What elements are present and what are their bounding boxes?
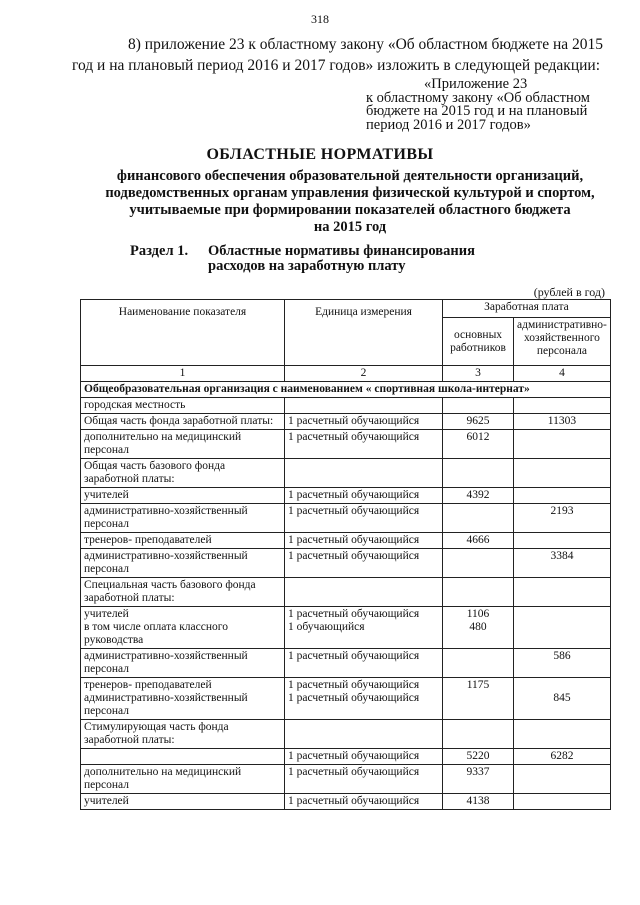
row-unit (288, 579, 439, 592)
row-admin-staff-cell (514, 607, 611, 649)
row-name (84, 750, 281, 763)
row-main-staff: 4138 (466, 795, 490, 807)
intro-line-2: год и на плановый период 2016 и 2017 годов» изложить в следующей редакции: (72, 57, 601, 74)
row-admin-staff (517, 721, 607, 734)
row-admin-staff-cell (514, 398, 611, 414)
row-admin-staff (517, 579, 607, 592)
row-unit-cell (285, 459, 443, 488)
row-admin-staff-cell (514, 549, 611, 578)
row-main-staff: 480 (469, 621, 487, 633)
row-unit (288, 721, 439, 734)
subtitle-line: подведомственных органам управления физической культурой и спортом, (105, 185, 595, 201)
table-row (81, 794, 611, 810)
row-main-staff: 4392 (466, 489, 490, 501)
row-admin-staff-cell (514, 430, 611, 459)
table-row (81, 549, 611, 578)
row-unit: 1 расчетный обучающийся (288, 505, 420, 517)
header-admin-staff: административно-хозяйственного персонала (514, 318, 611, 366)
section-number: Раздел 1. (130, 243, 189, 259)
row-admin-staff: 3384 (550, 550, 574, 562)
row-main-staff-cell (443, 533, 514, 549)
row-main-staff: 9337 (466, 766, 490, 778)
document-subtitle (60, 168, 640, 236)
row-main-staff (446, 692, 510, 705)
subtitle-line: финансового обеспечения образовательной деятельности организаций, (116, 168, 584, 184)
row-main-staff-cell (443, 649, 514, 678)
row-admin-staff: 6282 (550, 750, 574, 762)
table-row (81, 533, 611, 549)
row-unit: 1 расчетный обучающийся (288, 795, 420, 807)
row-main-staff (446, 550, 510, 563)
row-main-staff-cell (443, 578, 514, 607)
row-name: Стимулирующая часть фонда заработной платы: (84, 721, 229, 746)
row-unit: 1 расчетный обучающийся (288, 550, 420, 562)
row-main-staff (446, 579, 510, 592)
row-name-cell (81, 488, 285, 504)
row-main-staff-cell (443, 398, 514, 414)
row-name: дополнительно на медицинский персонал (84, 431, 242, 456)
row-name-cell (81, 430, 285, 459)
row-name: учителей (84, 795, 129, 807)
row-admin-staff-cell (514, 678, 611, 720)
table-row (81, 765, 611, 794)
row-main-staff (446, 505, 510, 518)
row-main-staff: 6012 (466, 431, 490, 443)
section-heading (130, 244, 475, 274)
row-unit: 1 расчетный обучающийся (288, 750, 420, 762)
row-unit-cell (285, 578, 443, 607)
row-unit: 1 расчетный обучающийся (288, 489, 420, 501)
row-admin-staff (517, 489, 607, 502)
norms-table-wrapper (80, 299, 611, 810)
annex-note (366, 78, 590, 132)
row-main-staff: 1106 (466, 608, 490, 620)
row-admin-staff-cell (514, 794, 611, 810)
row-admin-staff (517, 679, 607, 692)
intro-paragraph (72, 34, 612, 76)
header-name: Наименование показателя (81, 300, 285, 366)
row-name-cell (81, 533, 285, 549)
column-number: 3 (443, 366, 514, 382)
row-unit-cell (285, 504, 443, 533)
row-main-staff-cell (443, 720, 514, 749)
units-note: (рублей в год) (533, 285, 605, 299)
row-name: административно-хозяйственный персонал (84, 505, 248, 530)
row-admin-staff-cell (514, 578, 611, 607)
row-name: учителей (84, 489, 129, 501)
table-row (81, 749, 611, 765)
row-main-staff: 4666 (466, 534, 490, 546)
row-admin-staff (517, 795, 607, 808)
row-name-cell (81, 649, 285, 678)
header-main-staff: основных работников (443, 318, 514, 366)
table-body (81, 382, 611, 810)
annex-note-line: к областному закону «Об областном (366, 89, 590, 106)
row-unit: 1 расчетный обучающийся (288, 608, 420, 620)
row-name: в том числе оплата классного руководства (84, 621, 228, 646)
row-unit-cell (285, 749, 443, 765)
row-admin-staff: 2193 (550, 505, 574, 517)
row-unit: 1 расчетный обучающийся (288, 766, 420, 778)
section-title-line-2: расходов на заработную плату (208, 258, 406, 274)
row-name: административно-хозяйственный персонал (84, 650, 248, 675)
column-number: 4 (514, 366, 611, 382)
row-unit: 1 обучающийся (288, 621, 365, 633)
table-row (81, 398, 611, 414)
annex-note-line: бюджете на 2015 год и на плановый (366, 103, 588, 119)
row-name: Общая часть базового фонда заработной платы: (84, 460, 226, 485)
row-main-staff-cell (443, 765, 514, 794)
row-main-staff-cell (443, 430, 514, 459)
row-admin-staff (517, 460, 607, 473)
row-name: Общая часть фонда заработной платы: (84, 415, 274, 427)
row-unit-cell (285, 649, 443, 678)
row-main-staff-cell (443, 504, 514, 533)
row-unit-cell (285, 430, 443, 459)
subtitle-line: на 2015 год (313, 219, 387, 235)
row-main-staff: 1175 (466, 679, 490, 691)
row-admin-staff-cell (514, 720, 611, 749)
row-unit: 1 расчетный обучающийся (288, 415, 420, 427)
row-name-cell (81, 607, 285, 649)
row-name-cell (81, 578, 285, 607)
row-main-staff-cell (443, 749, 514, 765)
section-title: Областные нормативы финансирования (208, 243, 475, 259)
table-row (81, 607, 611, 649)
row-admin-staff (517, 608, 607, 621)
table-row (81, 578, 611, 607)
row-name-cell (81, 398, 285, 414)
row-admin-staff (517, 534, 607, 547)
table-row (81, 414, 611, 430)
row-main-staff-cell (443, 459, 514, 488)
row-name-cell (81, 765, 285, 794)
row-unit-cell (285, 765, 443, 794)
row-admin-staff-cell (514, 414, 611, 430)
subtitle-line: учитываемые при формировании показателей областного бюджета (129, 202, 571, 218)
row-main-staff (446, 721, 510, 734)
row-unit (288, 460, 439, 473)
row-unit: 1 расчетный обучающийся (288, 679, 420, 691)
row-admin-staff (517, 431, 607, 444)
row-unit-cell (285, 678, 443, 720)
row-name-cell (81, 794, 285, 810)
annex-note-line: «Приложение 23 (424, 76, 528, 92)
row-name: тренеров- преподавателей (84, 534, 212, 546)
row-admin-staff: 11303 (547, 415, 577, 427)
document-title: ОБЛАСТНЫЕ НОРМАТИВЫ (206, 146, 434, 163)
row-admin-staff-cell (514, 459, 611, 488)
row-name-cell (81, 678, 285, 720)
row-name-cell (81, 549, 285, 578)
table-row (81, 459, 611, 488)
column-number: 1 (81, 366, 285, 382)
row-unit-cell (285, 533, 443, 549)
row-main-staff-cell (443, 549, 514, 578)
row-main-staff (446, 399, 510, 412)
row-admin-staff-cell (514, 765, 611, 794)
row-main-staff (446, 460, 510, 473)
row-unit-cell (285, 549, 443, 578)
row-unit-cell (285, 607, 443, 649)
row-unit-cell (285, 398, 443, 414)
table-row (81, 678, 611, 720)
row-name: Специальная часть базового фонда заработной платы: (84, 579, 256, 604)
norms-table (80, 299, 611, 810)
row-unit: 1 расчетный обучающийся (288, 692, 420, 704)
row-name-cell (81, 749, 285, 765)
row-unit: 1 расчетный обучающийся (288, 534, 420, 546)
row-admin-staff-cell (514, 533, 611, 549)
row-name-cell (81, 720, 285, 749)
row-admin-staff (517, 766, 607, 779)
header-salary: Заработная плата (443, 300, 611, 318)
row-unit-cell (285, 488, 443, 504)
row-admin-staff-cell (514, 749, 611, 765)
table-row (81, 504, 611, 533)
intro-line-1: 8) приложение 23 к областному закону «Об областном бюджете на 2015 (128, 36, 604, 53)
row-name-cell (81, 459, 285, 488)
row-unit-cell (285, 794, 443, 810)
row-name-cell (81, 414, 285, 430)
row-unit-cell (285, 720, 443, 749)
row-main-staff-cell (443, 678, 514, 720)
row-main-staff-cell (443, 607, 514, 649)
row-unit: 1 расчетный обучающийся (288, 650, 420, 662)
row-name: городская местность (84, 399, 186, 411)
annex-note-line: период 2016 и 2017 годов» (366, 116, 531, 133)
page-number: 318 (311, 12, 329, 26)
row-name: учителей (84, 608, 129, 620)
table-section-title: Общеобразовательная организация с наименованием « спортивная школа-интернат» (81, 382, 611, 398)
row-main-staff: 5220 (466, 750, 490, 762)
row-main-staff-cell (443, 414, 514, 430)
row-admin-staff-cell (514, 649, 611, 678)
row-unit: 1 расчетный обучающийся (288, 431, 420, 443)
table-row (81, 488, 611, 504)
row-main-staff-cell (443, 794, 514, 810)
table-row (81, 649, 611, 678)
table-row (81, 720, 611, 749)
row-admin-staff: 845 (553, 692, 571, 704)
row-unit (288, 399, 439, 412)
row-main-staff (446, 650, 510, 663)
row-admin-staff-cell (514, 504, 611, 533)
row-unit-cell (285, 414, 443, 430)
row-admin-staff-cell (514, 488, 611, 504)
row-admin-staff: 586 (553, 650, 571, 662)
header-unit: Единица измерения (285, 300, 443, 366)
row-main-staff-cell (443, 488, 514, 504)
row-name: дополнительно на медицинский персонал (84, 766, 242, 791)
row-name: административно-хозяйственный персонал (84, 692, 248, 717)
row-admin-staff (517, 621, 607, 634)
table-row (81, 430, 611, 459)
row-name: тренеров- преподавателей (84, 679, 212, 691)
row-admin-staff (517, 399, 607, 412)
row-main-staff: 9625 (466, 415, 490, 427)
row-name: административно-хозяйственный персонал (84, 550, 248, 575)
row-name-cell (81, 504, 285, 533)
column-number: 2 (285, 366, 443, 382)
